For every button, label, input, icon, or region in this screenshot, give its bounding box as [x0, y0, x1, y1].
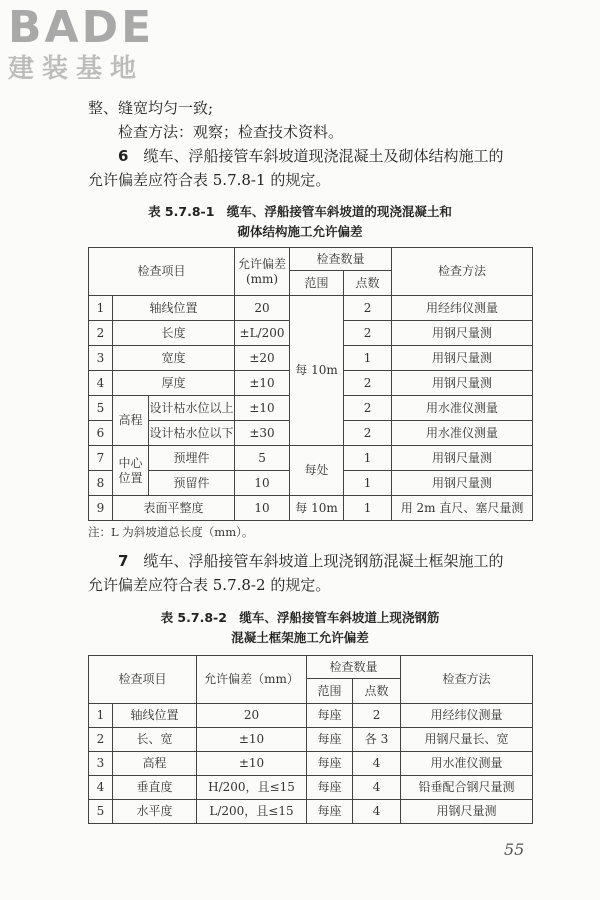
- table-row: [89, 446, 533, 471]
- cell-group-center: 中心 位置: [113, 446, 149, 496]
- cell-points: 2: [344, 371, 392, 396]
- cell-no: 8: [89, 471, 113, 496]
- cell-item: 高程: [113, 752, 197, 776]
- cell-method: 用钢尺量长、宽: [401, 728, 533, 752]
- cell-item: 预留件: [149, 471, 235, 496]
- clause-text: 缆车、浮船接管车斜坡道上现浇钢筋混凝土框架施工的: [143, 552, 504, 570]
- cell-tol: 10: [235, 496, 290, 521]
- table-row: [89, 776, 533, 800]
- cell-tol: ±20: [235, 346, 290, 371]
- header-quantity: 检查数量: [290, 248, 392, 271]
- cell-group-elevation: 高程: [113, 396, 149, 446]
- table1-caption-line2: 砌体结构施工允许偏差: [237, 224, 363, 239]
- cell-method: 用钢尺量测: [392, 371, 533, 396]
- cell-range: 每座: [307, 728, 353, 752]
- cell-tol: ±L/200: [235, 321, 290, 346]
- header-tolerance: 允许偏差（mm）: [197, 656, 307, 704]
- cell-method: 用钢尺量测: [392, 321, 533, 346]
- table2-caption-line1: 表 5.7.8-2 缆车、浮船接管车斜坡道上现浇钢筋: [160, 610, 440, 625]
- cell-tol: ±10: [197, 728, 307, 752]
- cell-item: 厚度: [113, 371, 235, 396]
- clause-6-line1: [118, 145, 503, 167]
- cell-points: 各 3: [353, 728, 401, 752]
- cell-no: 1: [89, 296, 113, 321]
- table-row: [89, 496, 533, 521]
- cell-item: 表面平整度: [113, 496, 235, 521]
- cell-tol: 10: [235, 471, 290, 496]
- cell-points: 1: [344, 446, 392, 471]
- clause-7-line1: [118, 550, 503, 572]
- cell-no: 5: [89, 396, 113, 421]
- header-method: 检查方法: [392, 248, 533, 296]
- header-points: 点数: [344, 271, 392, 296]
- cell-no: 9: [89, 496, 113, 521]
- cell-method: 用钢尺量测: [392, 346, 533, 371]
- cell-item: 宽度: [113, 346, 235, 371]
- cell-item: 长、宽: [113, 728, 197, 752]
- cell-range: 每 10m: [290, 496, 344, 521]
- cell-method: 铅垂配合钢尺量测: [401, 776, 533, 800]
- header-tolerance: 允许偏差 (mm): [235, 248, 290, 296]
- logo: [8, 4, 154, 84]
- cell-no: 2: [89, 728, 113, 752]
- header-points: 点数: [353, 679, 401, 704]
- cell-method: 用经纬仪测量: [392, 296, 533, 321]
- cell-tol: 5: [235, 446, 290, 471]
- header-range: 范围: [290, 271, 344, 296]
- cell-points: 2: [344, 396, 392, 421]
- cell-item: 垂直度: [113, 776, 197, 800]
- cell-no: 1: [89, 704, 113, 728]
- table1-caption-line1: 表 5.7.8-1 缆车、浮船接管车斜坡道的现浇混凝土和: [148, 204, 452, 219]
- paragraph-line: 整、缝宽均匀一致;: [88, 99, 214, 117]
- cell-method: 用钢尺量测: [392, 471, 533, 496]
- clause-number: 7: [118, 552, 129, 570]
- cell-method: 用水准仪测量: [401, 752, 533, 776]
- cell-no: 7: [89, 446, 113, 471]
- cell-points: 1: [344, 496, 392, 521]
- cell-method: 用 2m 直尺、塞尺量测: [392, 496, 533, 521]
- cell-tol: ±10: [197, 752, 307, 776]
- cell-item: 设计枯水位以上: [149, 396, 235, 421]
- clause-6-line2: 允许偏差应符合表 5.7.8-1 的规定。: [88, 171, 331, 189]
- paragraph-line: 检查方法：观察；检查技术资料。: [118, 123, 344, 141]
- cell-range: 每座: [307, 752, 353, 776]
- table-row: [89, 752, 533, 776]
- cell-method: 用钢尺量测: [401, 800, 533, 824]
- cell-points: 4: [353, 776, 401, 800]
- table-row: [89, 728, 533, 752]
- header-range: 范围: [307, 679, 353, 704]
- cell-item: 轴线位置: [113, 704, 197, 728]
- logo-title: BADE: [8, 2, 155, 53]
- cell-no: 4: [89, 776, 113, 800]
- cell-tol: 20: [235, 296, 290, 321]
- cell-method: 用水准仪测量: [392, 396, 533, 421]
- clause-text: 缆车、浮船接管车斜坡道现浇混凝土及砌体结构施工的: [143, 147, 504, 165]
- cell-points: 1: [344, 471, 392, 496]
- cell-tol: 20: [197, 704, 307, 728]
- header-method: 检查方法: [401, 656, 533, 704]
- cell-method: 用经纬仪测量: [401, 704, 533, 728]
- header-quantity: 检查数量: [307, 656, 401, 679]
- cell-points: 4: [353, 752, 401, 776]
- table2-caption-line2: 混凝土框架施工允许偏差: [231, 630, 369, 645]
- cell-no: 5: [89, 800, 113, 824]
- table1-footnote: 注：L 为斜坡道总长度（mm）。: [88, 525, 254, 539]
- page-number: 55: [504, 840, 525, 859]
- cell-points: 1: [344, 346, 392, 371]
- cell-points: 2: [353, 704, 401, 728]
- cell-no: 4: [89, 371, 113, 396]
- header-item: 检查项目: [89, 656, 197, 704]
- cell-range: 每座: [307, 776, 353, 800]
- cell-tol: ±10: [235, 371, 290, 396]
- table1: [88, 247, 533, 521]
- table-row: [89, 704, 533, 728]
- cell-item: 长度: [113, 321, 235, 346]
- cell-points: 4: [353, 800, 401, 824]
- cell-method: 用水准仪测量: [392, 421, 533, 446]
- cell-tol: H/200，且≤15: [197, 776, 307, 800]
- cell-range: 每座: [307, 704, 353, 728]
- cell-no: 6: [89, 421, 113, 446]
- cell-item: 设计枯水位以下: [149, 421, 235, 446]
- cell-no: 3: [89, 752, 113, 776]
- cell-range: 每 10m: [290, 296, 344, 446]
- cell-item: 预埋件: [149, 446, 235, 471]
- cell-item: 轴线位置: [113, 296, 235, 321]
- cell-points: 2: [344, 296, 392, 321]
- cell-no: 2: [89, 321, 113, 346]
- clause-7-line2: 允许偏差应符合表 5.7.8-2 的规定。: [88, 576, 331, 594]
- cell-points: 2: [344, 421, 392, 446]
- cell-tol: ±10: [235, 396, 290, 421]
- cell-tol: L/200，且≤15: [197, 800, 307, 824]
- cell-range: 每处: [290, 446, 344, 496]
- table-row: [89, 296, 533, 321]
- logo-subtitle: 建装基地: [8, 54, 145, 84]
- clause-number: 6: [118, 147, 129, 165]
- cell-range: 每座: [307, 800, 353, 824]
- table2: [88, 655, 533, 824]
- table-row: [89, 800, 533, 824]
- cell-item: 水平度: [113, 800, 197, 824]
- cell-points: 2: [344, 321, 392, 346]
- cell-no: 3: [89, 346, 113, 371]
- cell-method: 用钢尺量测: [392, 446, 533, 471]
- cell-tol: ±30: [235, 421, 290, 446]
- header-item: 检查项目: [89, 248, 235, 296]
